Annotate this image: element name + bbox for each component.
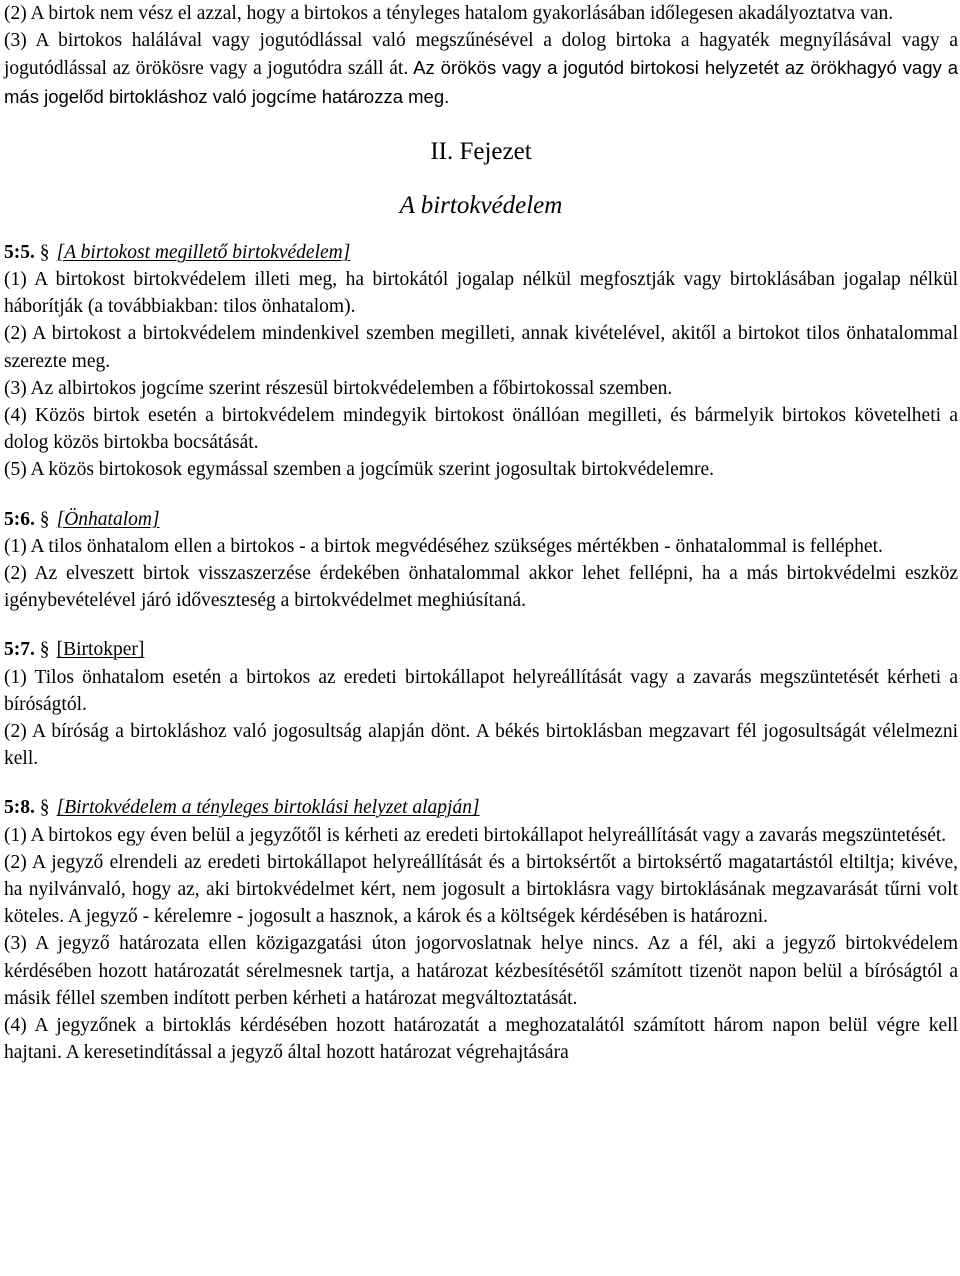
paragraph: (2) A birtokost a birtokvédelem mindenkivel szemben megilleti, annak kivételével, akitől a birtokot tilos önhatalommal szerezte meg.: [4, 323, 958, 372]
paragraph: (5) A közös birtokosok egymással szemben a jogcímük szerint jogosultak birtokvédelemre.: [4, 459, 714, 481]
section-number: 5:5.: [4, 241, 35, 263]
section-mark: §: [39, 241, 50, 263]
chapter-number: II. Fejezet: [430, 137, 532, 165]
paragraph: (1) A birtokost birtokvédelem illeti meg, ha birtokától jogalap nélkül megfosztják vagy birtoklásában jogalap nélkül háborítják (a továbbiakban: tilos önhatalom).: [4, 269, 958, 318]
section-5-8: [4, 794, 958, 1066]
paragraph: (2) A jegyző elrendeli az eredeti birtokállapot helyreállítását és a birtoksértőt a birtoksértő magatartástól eltiltja; kivéve, ha nyilvánvaló, hogy az, aki birtokvédelmet kért, nem jogosult a birtoklásra vagy birtoklásának megzavarását tűrni volt köteles. A jegyző - kérelemre - jogosult a hasznok, a károk és a költségek kérdésében is határozni.: [4, 851, 958, 928]
section-5-5: [4, 239, 958, 484]
paragraph: (4) Közös birtok esetén a birtokvédelem mindegyik birtokost önállóan megilleti, és bármelyik birtokos követelheti a dolog közös birtokba bocsátását.: [4, 405, 958, 454]
paragraph: (2) Az elveszett birtok visszaszerzése érdekében önhatalommal akkor lehet fellépni, ha a más birtokvédelmi eszköz igénybevételével járó időveszteség a birtokvédelmet meghiúsítaná.: [4, 563, 958, 612]
section-title: [A birtokost megillető birtokvédelem]: [56, 241, 351, 263]
section-5-6: [4, 506, 958, 615]
paragraph: (1) Tilos önhatalom esetén a birtokos az eredeti birtokállapot helyreállítását vagy a zavarás megszüntetését kérheti a bíróságtól.: [4, 666, 958, 715]
paragraph: [4, 27, 958, 111]
section-number: 5:8.: [4, 797, 35, 819]
section-title: [Önhatalom]: [56, 508, 160, 530]
section-title: [Birtokper]: [56, 639, 145, 661]
section-mark: §: [39, 639, 50, 661]
paragraph-text-tail: Az örökös vagy a jogutód birtokosi helyzetét az örökhagyó vagy a más jogelőd birtokláshoz való jogcíme határozza meg.: [4, 57, 958, 107]
section-mark: §: [39, 797, 50, 819]
section-title: [Birtokvédelem a tényleges birtoklási helyzet alapján]: [56, 797, 480, 819]
chapter-title: A birtokvédelem: [399, 191, 563, 219]
paragraph: (1) A tilos önhatalom ellen a birtokos - a birtok megvédéséhez szükséges mértékben - önhatalommal is felléphet.: [4, 535, 883, 557]
paragraph: (1) A birtokos egy éven belül a jegyzőtől is kérheti az eredeti birtokállapot helyreállítását vagy a zavarás megszüntetését.: [4, 824, 947, 846]
section-5-7: [4, 636, 958, 772]
section-mark: §: [39, 508, 50, 530]
paragraph-text: (3) A birtokos halálával vagy jogutódlással való megszűnésével a dolog birtoka a hagyaték megnyílásával vagy a jogutódlással az örökösre vagy a jogutódra száll át.: [4, 30, 958, 80]
paragraph: (2) A birtok nem vész el azzal, hogy a birtokos a tényleges hatalom gyakorlásában időlegesen akadályoztatva van.: [4, 3, 894, 24]
section-number: 5:7.: [4, 639, 35, 661]
section-heading: [4, 636, 958, 663]
paragraph: (3) Az albirtokos jogcíme szerint részesül birtokvédelemben a főbirtokossal szemben.: [4, 377, 673, 399]
section-number: 5:6.: [4, 508, 35, 530]
section-heading: [4, 239, 958, 266]
paragraph: (3) A jegyző határozata ellen közigazgatási úton jogorvoslatnak helye nincs. Az a fél, aki a jegyző birtokvédelem kérdésében hozott határozatát sérelmesnek tartja, a határozat kézbesítésétől számított tizenöt napon belül a bíróságtól a másik féllel szemben indított perben kérheti a határozat megváltoztatását.: [4, 933, 958, 1009]
paragraph: (4) A jegyzőnek a birtoklás kérdésében hozott határozatát a meghozatalától számított három napon belül végre kell hajtani. A keresetindítással a jegyző által hozott határozat végrehajtására: [4, 1015, 958, 1064]
section-heading: [4, 506, 958, 533]
section-heading: [4, 794, 958, 821]
paragraph: (2) A bíróság a birtokláshoz való jogosultság alapján dönt. A békés birtoklásban megzavart fél jogosultságát vélelmezni kell.: [4, 721, 958, 770]
